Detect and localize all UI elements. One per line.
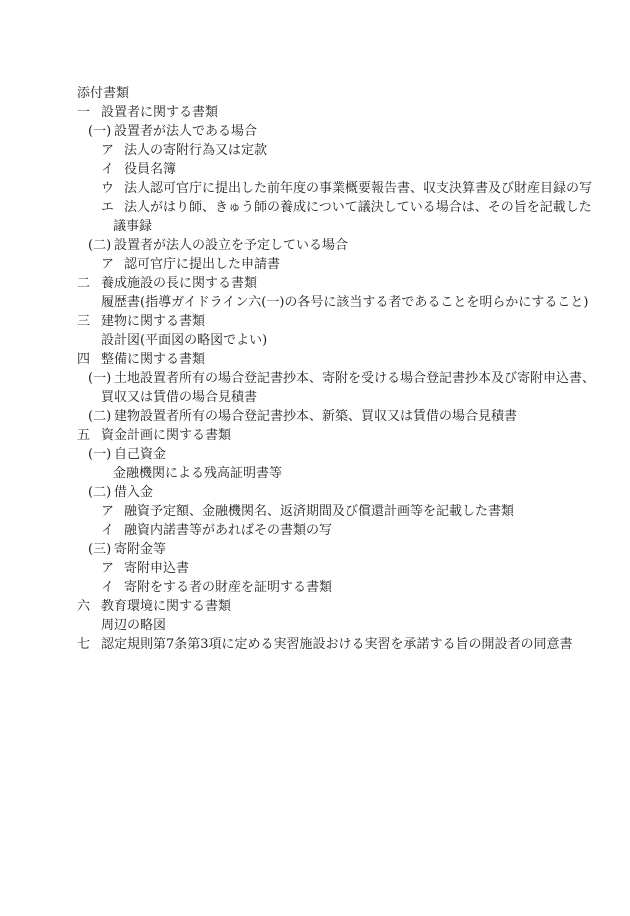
document-title <box>0 84 630 103</box>
section-heading <box>0 426 630 445</box>
list-item <box>0 179 630 198</box>
subsection <box>0 369 630 388</box>
item-text: 寄附申込書 <box>124 561 190 576</box>
continuation-line <box>0 388 630 407</box>
subsection-number: (一) <box>88 124 112 139</box>
section-number: 六 <box>77 599 91 614</box>
list-item <box>0 578 630 597</box>
subsection-number: (三) <box>88 542 112 557</box>
section-heading <box>0 103 630 122</box>
list-item <box>0 160 630 179</box>
list-item <box>0 141 630 160</box>
item-text: 設計図(平面図の略図でよい) <box>101 333 268 348</box>
item-text: 寄附をする者の財産を証明する書類 <box>124 580 333 595</box>
subsection-text: 寄附金等 <box>114 542 167 557</box>
section-text: 建物に関する書類 <box>101 314 206 329</box>
subsection <box>0 122 630 141</box>
section-heading <box>0 635 630 654</box>
section-heading <box>0 312 630 331</box>
section-detail <box>0 331 630 350</box>
subsection-number: (二) <box>88 485 112 500</box>
section-number: 七 <box>77 637 91 652</box>
subsection-text: 設置者が法人である場合 <box>114 124 258 139</box>
document-body <box>0 84 630 654</box>
section-text: 教育環境に関する書類 <box>101 599 232 614</box>
section-number: 一 <box>77 105 91 120</box>
item-marker: ア <box>101 504 115 519</box>
section-detail <box>0 293 630 312</box>
item-text: 金融機関による残高証明書等 <box>113 466 283 481</box>
item-marker: ア <box>101 143 115 158</box>
item-marker: ア <box>101 561 115 576</box>
item-text: 議事録 <box>113 219 153 234</box>
item-marker: ア <box>101 257 115 272</box>
item-text: 買収又は賃借の場合見積書 <box>101 390 258 405</box>
subsection-text: 土地設置者所有の場合登記書抄本、寄附を受ける場合登記書抄本及び寄附申込書、 <box>114 371 596 386</box>
subsection-detail <box>0 464 630 483</box>
section-text: 認定規則第7条第3項に定める実習施設おける実習を承諾する旨の開設者の同意書 <box>101 637 573 652</box>
item-text: 融資予定額、金融機関名、返済期間及び償還計画等を記載した書類 <box>124 504 515 519</box>
section-heading <box>0 274 630 293</box>
subsection <box>0 407 630 426</box>
subsection-number: (二) <box>88 238 112 253</box>
section-heading <box>0 350 630 369</box>
section-number: 二 <box>77 276 91 291</box>
list-item <box>0 559 630 578</box>
subsection <box>0 445 630 464</box>
section-text: 資金計画に関する書類 <box>101 428 232 443</box>
section-text: 整備に関する書類 <box>101 352 206 367</box>
section-text: 設置者に関する書類 <box>101 105 219 120</box>
subsection-number: (二) <box>88 409 112 424</box>
section-detail <box>0 616 630 635</box>
list-item <box>0 521 630 540</box>
subsection-text: 自己資金 <box>114 447 167 462</box>
subsection-text: 借入金 <box>114 485 154 500</box>
item-text: 法人認可官庁に提出した前年度の事業概要報告書、収支決算書及び財産目録の写 <box>124 181 593 196</box>
list-item <box>0 502 630 521</box>
subsection <box>0 540 630 559</box>
subsection-text: 設置者が法人の設立を予定している場合 <box>114 238 349 253</box>
subsection <box>0 483 630 502</box>
item-marker: イ <box>101 162 115 177</box>
item-text: 法人の寄附行為又は定款 <box>124 143 268 158</box>
item-text: 周辺の略図 <box>101 618 167 633</box>
list-item <box>0 255 630 274</box>
subsection-text: 建物設置者所有の場合登記書抄本、新築、買収又は賃借の場合見積書 <box>114 409 518 424</box>
item-marker: イ <box>101 580 115 595</box>
section-heading <box>0 597 630 616</box>
item-marker: イ <box>101 523 115 538</box>
item-text: 役員名簿 <box>124 162 177 177</box>
item-text: 融資内諾書等があればその書類の写 <box>124 523 333 538</box>
item-marker: ウ <box>101 181 115 196</box>
section-number: 四 <box>77 352 91 367</box>
item-text: 履歴書(指導ガイドライン六(一)の各号に該当する者であることを明らかにすること) <box>101 295 589 310</box>
section-text: 養成施設の長に関する書類 <box>101 276 258 291</box>
continuation-line <box>0 217 630 236</box>
list-item <box>0 198 630 217</box>
subsection-number: (一) <box>88 371 112 386</box>
section-number: 五 <box>77 428 91 443</box>
subsection <box>0 236 630 255</box>
title-text: 添付書類 <box>77 86 130 101</box>
section-number: 三 <box>77 314 91 329</box>
item-text: 認可官庁に提出した申請書 <box>124 257 281 272</box>
item-text: 法人がはり師、きゅう師の養成について議決している場合は、その旨を記載した <box>124 200 592 215</box>
subsection-number: (一) <box>88 447 112 462</box>
item-marker: エ <box>101 200 115 215</box>
